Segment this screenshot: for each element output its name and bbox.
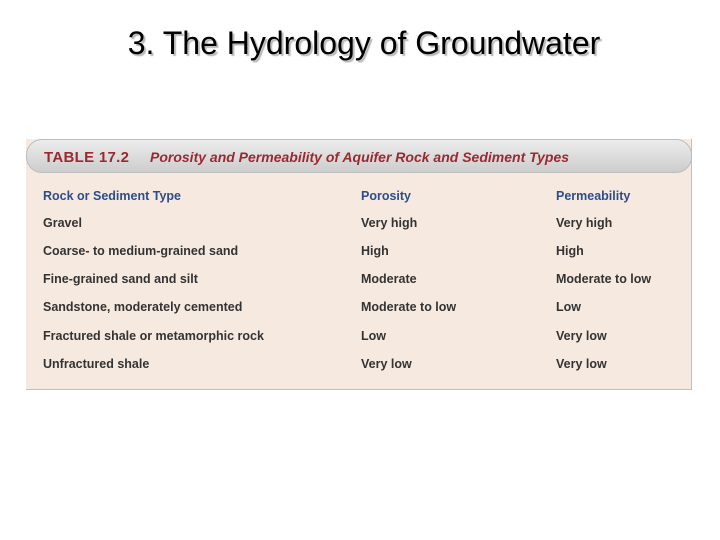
table-row-porosity: High xyxy=(361,244,389,258)
table-row-porosity: Moderate xyxy=(361,272,417,286)
table-row-permeability: High xyxy=(556,244,584,258)
table-row-permeability: Moderate to low xyxy=(556,272,652,286)
table-row-porosity: Moderate to low xyxy=(361,300,457,314)
table-row-porosity: Very low xyxy=(361,357,412,371)
column-header-porosity: Porosity xyxy=(361,189,412,203)
table-number: TABLE 17.2 xyxy=(44,149,130,166)
table-row-type: Fine-grained sand and silt xyxy=(43,272,198,286)
column-header-permeability: Permeability xyxy=(556,189,631,203)
table-row-permeability: Very high xyxy=(556,216,613,230)
table-row-type: Sandstone, moderately cemented xyxy=(43,300,243,314)
table-row-type: Unfractured shale xyxy=(43,357,150,371)
table-row-permeability: Low xyxy=(556,300,581,314)
column-header-rock-type: Rock or Sediment Type xyxy=(43,189,181,203)
table-row-porosity: Very high xyxy=(361,216,418,230)
table-row-type: Gravel xyxy=(43,216,82,230)
table-row-type: Fractured shale or metamorphic rock xyxy=(43,329,264,343)
table-caption: Porosity and Permeability of Aquifer Rock and Sediment Types xyxy=(150,149,570,165)
table-header-bar xyxy=(26,139,692,173)
table-row-permeability: Very low xyxy=(556,357,607,371)
table-row-permeability: Very low xyxy=(556,329,607,343)
table-row-type: Coarse- to medium-grained sand xyxy=(43,244,239,258)
table-row-porosity: Low xyxy=(361,329,386,343)
table-card xyxy=(26,139,692,390)
slide-title: 3. The Hydrology of Groundwater xyxy=(127,25,601,61)
